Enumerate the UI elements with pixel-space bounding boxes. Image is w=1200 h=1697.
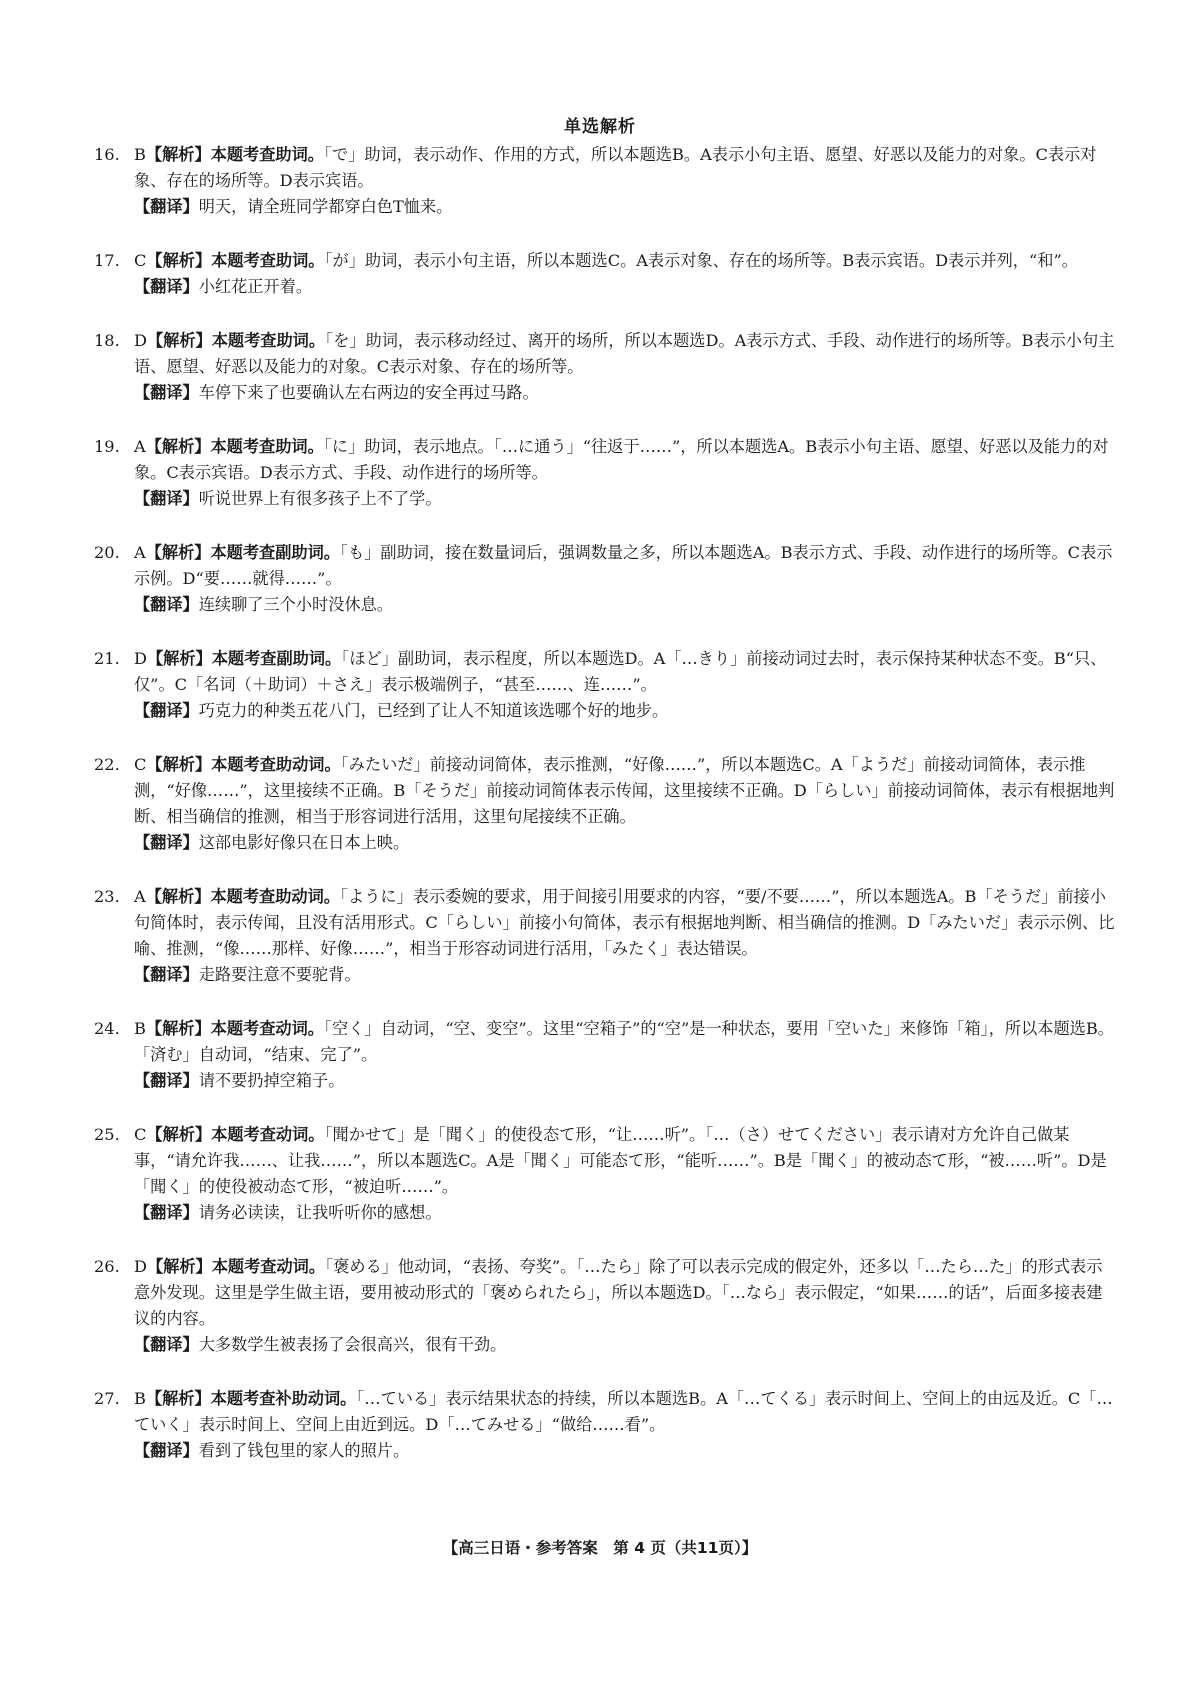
analysis-line xyxy=(94,1122,1116,1200)
answer-letter: B xyxy=(134,145,146,164)
analysis-line xyxy=(94,328,1116,380)
translation-text: 走路要注意不要驼背。 xyxy=(198,965,361,984)
analysis-text: 「が」助词，表示小句主语，所以本题选C。A表示对象、存在的场所等。B表示宾语。D表示并列，“和”。 xyxy=(324,251,1078,270)
question-number: 21. xyxy=(94,649,120,668)
translation-line xyxy=(94,698,1116,724)
question-number: 23. xyxy=(94,887,120,906)
question-number: 17. xyxy=(94,251,120,270)
question-number: 18. xyxy=(94,331,120,350)
analysis-line xyxy=(94,540,1116,592)
translation-line xyxy=(94,486,1116,512)
answer-list xyxy=(94,142,1116,1492)
answer-letter: C xyxy=(134,755,147,774)
analysis-text: 「に」助词，表示地点。「…に通う」“往返于……”，所以本题选A。B表示小句主语、愿望、好恶以及能力的对象。C表示宾语。D表示方式、手段、动作进行的场所等。 xyxy=(134,437,1109,482)
analysis-line xyxy=(94,1386,1116,1438)
answer-item xyxy=(94,1122,1116,1226)
question-number: 26. xyxy=(94,1257,120,1276)
answer-item xyxy=(94,884,1116,988)
translation-tag: 【翻译】 xyxy=(134,277,199,296)
translation-line xyxy=(94,830,1116,856)
question-number: 25. xyxy=(94,1125,120,1144)
topic-text: 本题考查动词。 xyxy=(211,1257,326,1276)
analysis-text: 「を」助词，表示移动经过、离开的场所，所以本题选D。A表示方式、手段、动作进行的场所等。B表示小句主语、愿望、好恶以及能力的对象。C表示对象、存在的场所等。 xyxy=(134,331,1115,376)
translation-line xyxy=(94,592,1116,618)
translation-tag: 【翻译】 xyxy=(134,595,199,614)
answer-item xyxy=(94,1254,1116,1358)
topic-text: 本题考查补助动词。 xyxy=(210,1389,357,1408)
answer-letter: D xyxy=(134,331,147,350)
analysis-tag: 【解析】 xyxy=(145,437,211,456)
translation-tag: 【翻译】 xyxy=(134,1441,199,1460)
analysis-tag: 【解析】 xyxy=(146,1125,212,1144)
translation-text: 听说世界上有很多孩子上不了学。 xyxy=(198,489,442,508)
section-title: 单选解析 xyxy=(564,117,636,137)
translation-text: 请不要扔掉空箱子。 xyxy=(198,1071,345,1090)
translation-line xyxy=(94,1332,1116,1358)
analysis-line xyxy=(94,752,1116,830)
translation-line xyxy=(94,962,1116,988)
analysis-text: 「聞かせて」是「聞く」的使役态て形，“让……听”。「…（さ）せてください」表示请对方允许自己做某事，“请允许我……、让我……”，所以本题选C。A是「聞く」可能态て形，“能听……”。B是「聞く」的被动态て形，“被……听”。D是「聞く」的使役被动态て形，“被迫听……”。 xyxy=(134,1125,1107,1196)
translation-line xyxy=(94,1068,1116,1094)
analysis-tag: 【解析】 xyxy=(145,1019,211,1038)
question-number: 20. xyxy=(94,543,120,562)
answer-item xyxy=(94,646,1116,724)
translation-tag: 【翻译】 xyxy=(134,833,199,852)
topic-text: 本题考查助动词。 xyxy=(211,755,341,774)
analysis-text: 「…ている」表示结果状态的持续，所以本题选B。A「…てくる」表示时间上、空间上的由远及近。C「…ていく」表示时间上、空间上由近到远。D「…てみせる」“做给……看”。 xyxy=(134,1389,1113,1434)
analysis-tag: 【解析】 xyxy=(146,649,212,668)
translation-line xyxy=(94,274,1116,300)
analysis-tag: 【解析】 xyxy=(145,543,211,562)
translation-text: 小红花正开着。 xyxy=(198,277,313,296)
answer-letter: A xyxy=(134,437,146,456)
translation-text: 大多数学生被表扬了会很高兴，很有干劲。 xyxy=(198,1335,507,1354)
translation-tag: 【翻译】 xyxy=(134,965,199,984)
analysis-tag: 【解析】 xyxy=(145,887,211,906)
topic-text: 本题考查助词。 xyxy=(210,437,324,456)
translation-text: 这部电影好像只在日本上映。 xyxy=(198,833,410,852)
question-number: 24. xyxy=(94,1019,120,1038)
answer-item xyxy=(94,752,1116,856)
answer-item xyxy=(94,248,1116,300)
analysis-line xyxy=(94,884,1116,962)
answer-item xyxy=(94,328,1116,406)
analysis-text: 「も」副助词，接在数量词后，强调数量之多，所以本题选A。B表示方式、手段、动作进行的场所等。C表示示例。D“要……就得……”。 xyxy=(134,543,1113,588)
analysis-tag: 【解析】 xyxy=(145,145,211,164)
translation-line xyxy=(94,380,1116,406)
question-number: 19. xyxy=(94,437,120,456)
topic-text: 本题考查动词。 xyxy=(210,1019,324,1038)
analysis-line xyxy=(94,248,1116,274)
answer-letter: D xyxy=(134,1257,147,1276)
analysis-line xyxy=(94,142,1116,194)
topic-text: 本题考查助词。 xyxy=(211,331,326,350)
analysis-tag: 【解析】 xyxy=(146,331,212,350)
translation-line xyxy=(94,1200,1116,1226)
topic-text: 本题考查副助词。 xyxy=(211,649,342,668)
translation-tag: 【翻译】 xyxy=(134,1335,199,1354)
analysis-tag: 【解析】 xyxy=(145,1389,211,1408)
answer-letter: A xyxy=(134,887,146,906)
answer-item xyxy=(94,1386,1116,1464)
translation-text: 车停下来了也要确认左右两边的安全再过马路。 xyxy=(198,383,539,402)
analysis-line xyxy=(94,434,1116,486)
page-footer: 【高三日语・参考答案 第 4 页（共11页）】 xyxy=(442,1539,758,1557)
translation-line xyxy=(94,194,1116,220)
answer-letter: A xyxy=(134,543,146,562)
analysis-line xyxy=(94,1016,1116,1068)
topic-text: 本题考查动词。 xyxy=(211,1125,325,1144)
question-number: 22. xyxy=(94,755,120,774)
analysis-text: 「褒める」他动词，“表扬、夸奖”。「…たら」除了可以表示完成的假定外，还多以「…たら…た」的形式表示意外发现。这里是学生做主语，要用被动形式的「褒められたら」，所以本题选D。「…なら」表示假定，“如果……的话”，后面多接表建议的内容。 xyxy=(134,1257,1103,1328)
analysis-tag: 【解析】 xyxy=(146,755,212,774)
topic-text: 本题考查助词。 xyxy=(210,145,324,164)
analysis-line xyxy=(94,1254,1116,1332)
analysis-text: 「空く」自动词，“空、变空”。这里“空箱子”的“空”是一种状态，要用「空いた」来修饰「箱」，所以本题选B。「済む」自动词，“结束、完了”。 xyxy=(134,1019,1114,1064)
analysis-line xyxy=(94,646,1116,698)
translation-tag: 【翻译】 xyxy=(134,197,199,216)
answer-item xyxy=(94,540,1116,618)
analysis-tag: 【解析】 xyxy=(146,251,212,270)
analysis-tag: 【解析】 xyxy=(146,1257,212,1276)
translation-tag: 【翻译】 xyxy=(134,1203,199,1222)
translation-text: 巧克力的种类五花八门，已经到了让人不知道该选哪个好的地步。 xyxy=(198,701,669,720)
translation-tag: 【翻译】 xyxy=(134,489,199,508)
answer-letter: C xyxy=(134,1125,147,1144)
answer-letter: B xyxy=(134,1019,146,1038)
translation-text: 连续聊了三个小时没休息。 xyxy=(198,595,393,614)
topic-text: 本题考查助词。 xyxy=(211,251,325,270)
translation-text: 看到了钱包里的家人的照片。 xyxy=(198,1441,410,1460)
topic-text: 本题考查助动词。 xyxy=(210,887,340,906)
answer-item xyxy=(94,434,1116,512)
answer-letter: B xyxy=(134,1389,146,1408)
answer-letter: C xyxy=(134,251,147,270)
analysis-text: 「ように」表示委婉的要求，用于间接引用要求的内容，“要/不要……”，所以本题选A。B「そうだ」前接小句简体时，表示传闻，且没有活用形式。C「らしい」前接小句简体，表示有根据地判断、相当确信的推测。D「みたいだ」表示示例、比喻、推测，“像……那样、好像……”，相当于形容动词进行活用，「みたく」表达错误。 xyxy=(134,887,1115,958)
answer-item xyxy=(94,142,1116,220)
analysis-text: 「で」助词，表示动作、作用的方式，所以本题选B。A表示小句主语、愿望、好恶以及能力的对象。C表示对象、存在的场所等。D表示宾语。 xyxy=(134,145,1097,190)
translation-line xyxy=(94,1438,1116,1464)
translation-tag: 【翻译】 xyxy=(134,1071,199,1090)
translation-text: 请务必读读，让我听听你的感想。 xyxy=(198,1203,442,1222)
analysis-text: 「ほど」副助词，表示程度，所以本题选D。A「…きり」前接动词过去时，表示保持某种状态不变。B“只、仅”。C「名词（＋助词）＋さえ」表示极端例子，“甚至……、连……”。 xyxy=(134,649,1107,694)
question-number: 27. xyxy=(94,1389,120,1408)
answer-item xyxy=(94,1016,1116,1094)
analysis-text: 「みたいだ」前接动词简体，表示推测，“好像……”，所以本题选C。A「ようだ」前接动词简体，表示推测，“好像……”，这里接续不正确。B「そうだ」前接动词简体表示传闻，这里接续不正确。D「らしい」前接动词简体，表示有根据地判断、相当确信的推测，相当于形容词进行活用，这里句尾接续不正确。 xyxy=(134,755,1115,826)
topic-text: 本题考查副助词。 xyxy=(210,543,340,562)
translation-tag: 【翻译】 xyxy=(134,701,199,720)
translation-text: 明天，请全班同学都穿白色T恤来。 xyxy=(198,197,453,216)
translation-tag: 【翻译】 xyxy=(134,383,199,402)
question-number: 16. xyxy=(94,145,120,164)
answer-letter: D xyxy=(134,649,147,668)
